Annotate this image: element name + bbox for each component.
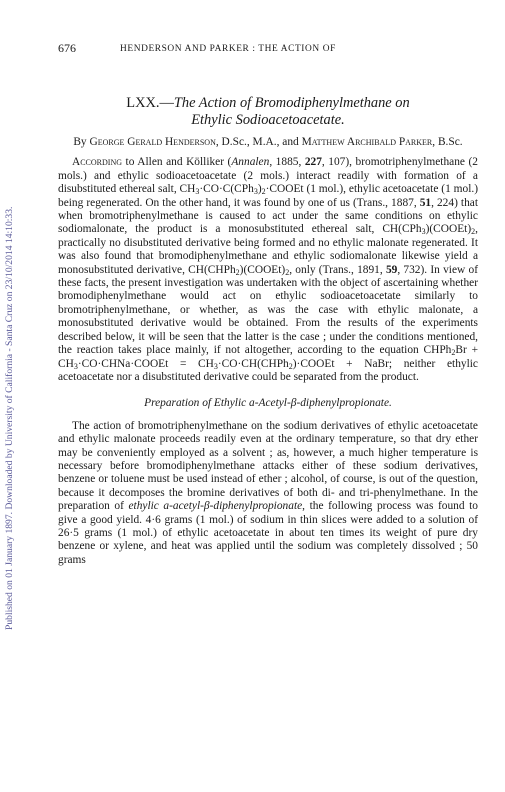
volume-number: 59: [385, 263, 398, 276]
author-name-2: Matthew Archibald Parker: [301, 136, 433, 148]
text-run: , practically no disubstituted derivative being formed and no ethylic malonate regenerated. It was also found that bromodiphenylmethane and ethylic sodiomalonate likewise yield a monosubstituted derivative, CH(CHPh: [58, 223, 478, 276]
text-run: ·CO·CHNa·COOEt = CH: [77, 357, 214, 370]
subscript: 2: [285, 267, 290, 277]
subscript: 2: [261, 187, 266, 197]
text-run: ·COOEt (1 mol.), ethylic acetoacetate (1 mol.) being regenerated. On the other hand, it was found by one of us (Trans., 1887,: [58, 183, 478, 209]
page-number: 676: [58, 41, 76, 55]
text-run: , 107), bromotriphenylmethane (2 mols.) and ethylic sodioacetoacetate (2 mols.) interact readily with formation of a disubstituted ethereal salt, CH: [58, 156, 478, 196]
text-run: The action of bromotriphenylmethane on the sodium derivatives of ethylic acetoacetate and ethylic malonate proceeds readily even at the ordinary temperature, so that dry ether may be conveniently employed as a solvent ; as, however, a much higher temperature is necessary before bromodiphenylmethane attacks either of these sodium derivatives, benzene or toluene must be used instead of ether ; alcohol, of course, is out of the question, because it decomposes the bromine derivatives of both di- and tri-phenylmethane. In the preparation of: [58, 419, 478, 513]
text-run: Br + CH: [58, 344, 478, 370]
paragraph-intro: [58, 156, 478, 384]
author-degrees-2: , B.Sc.: [432, 136, 463, 148]
author-by: By: [73, 136, 87, 148]
text-run: ·CO·C(CPh: [199, 183, 254, 196]
subscript: 3: [195, 187, 200, 197]
article-title-part1: The Action of Bromodiphenylmethane on: [173, 95, 410, 111]
download-watermark: [4, 40, 18, 630]
paragraph-preparation: [58, 420, 478, 567]
text-run: )·COOEt + NaBr; neither ethylic acetoacetate nor a disubstituted derivative could be separated from the product.: [58, 357, 478, 383]
volume-number: 51: [419, 196, 432, 209]
paragraph-lead-word: According: [72, 156, 123, 169]
subscript: 3: [253, 187, 258, 197]
subscript: 2: [451, 348, 456, 358]
subscript: 3: [213, 361, 218, 371]
compound-name: ethylic a-acetyl-β-diphenylpropionate: [128, 500, 303, 513]
running-header: [58, 42, 478, 58]
journal-page: [58, 42, 478, 567]
subscript: 2: [235, 267, 240, 277]
text-run: , only (Trans., 1891,: [289, 263, 386, 276]
section-heading: Preparation of Ethylic a-Acetyl-β-diphenylpropionate.: [144, 397, 392, 410]
article-title-line2: [58, 112, 478, 129]
volume-number: 227: [304, 156, 322, 169]
text-run: , 732). In view of these facts, the present investigation was undertaken with the object of ascertaining whether bromodiphenylmethane would act on ethylic sodioacetoacetate similarly to bromotriphenylmethane, or whether, as was the case with ethylic malonate, a monosubstituted derivative would be obtained. From the results of the experiments described below, it will be seen that the latter is the case ; under the conditions mentioned, the reaction takes place mainly, if not altogether, according to the equation CHPh: [58, 263, 478, 357]
subscript: 2: [471, 227, 476, 237]
text-run: )(COOEt): [239, 263, 286, 276]
text-run: to Allen and Kölliker (: [122, 156, 232, 169]
article-title-part2: Ethylic Sodioacetoacetate.: [191, 112, 345, 128]
download-watermark-text: Published on 01 January 1897. Downloaded by University of California - Santa Cruz on 23/10/2014 14:10:33.: [4, 206, 15, 630]
article-number: LXX.: [126, 95, 160, 111]
article-title: [58, 95, 478, 129]
text-run: , 224) that when bromotriphenylmethane is caused to act under the same conditions on ethylic sodiomalonate, the product is a monosubstituted ethereal salt, CH(CPh: [58, 196, 478, 236]
text-run: )(COOEt): [425, 223, 472, 236]
article-title-line1: LXX.—The Action of Bromodiphenylmethane on: [126, 95, 410, 111]
text-run: , 1885,: [269, 156, 305, 169]
text-run: , the following process was found to give a good yield. 4·6 grams (1 mol.) of sodium in thin slices were added to a solution of 26·5 grams (1 mol.) of ethylic acetoacetate in about ten times its weight of pure dry benzene or xylene, and heat was applied until the sodium was completely dissolved ; 50 grams: [58, 500, 478, 566]
subscript: 2: [288, 361, 293, 371]
text-run: ·CO·CH(CHPh: [217, 357, 289, 370]
text-run: ): [257, 183, 262, 196]
running-title: HENDERSON AND PARKER : THE ACTION OF: [120, 44, 336, 54]
subscript: 3: [73, 361, 78, 371]
author-line: [58, 136, 478, 149]
author-name-1: George Gerald Henderson: [89, 136, 216, 148]
author-degrees-1: , D.Sc., M.A., and: [215, 136, 299, 148]
journal-name: Annalen: [231, 156, 270, 169]
subscript: 3: [421, 227, 426, 237]
